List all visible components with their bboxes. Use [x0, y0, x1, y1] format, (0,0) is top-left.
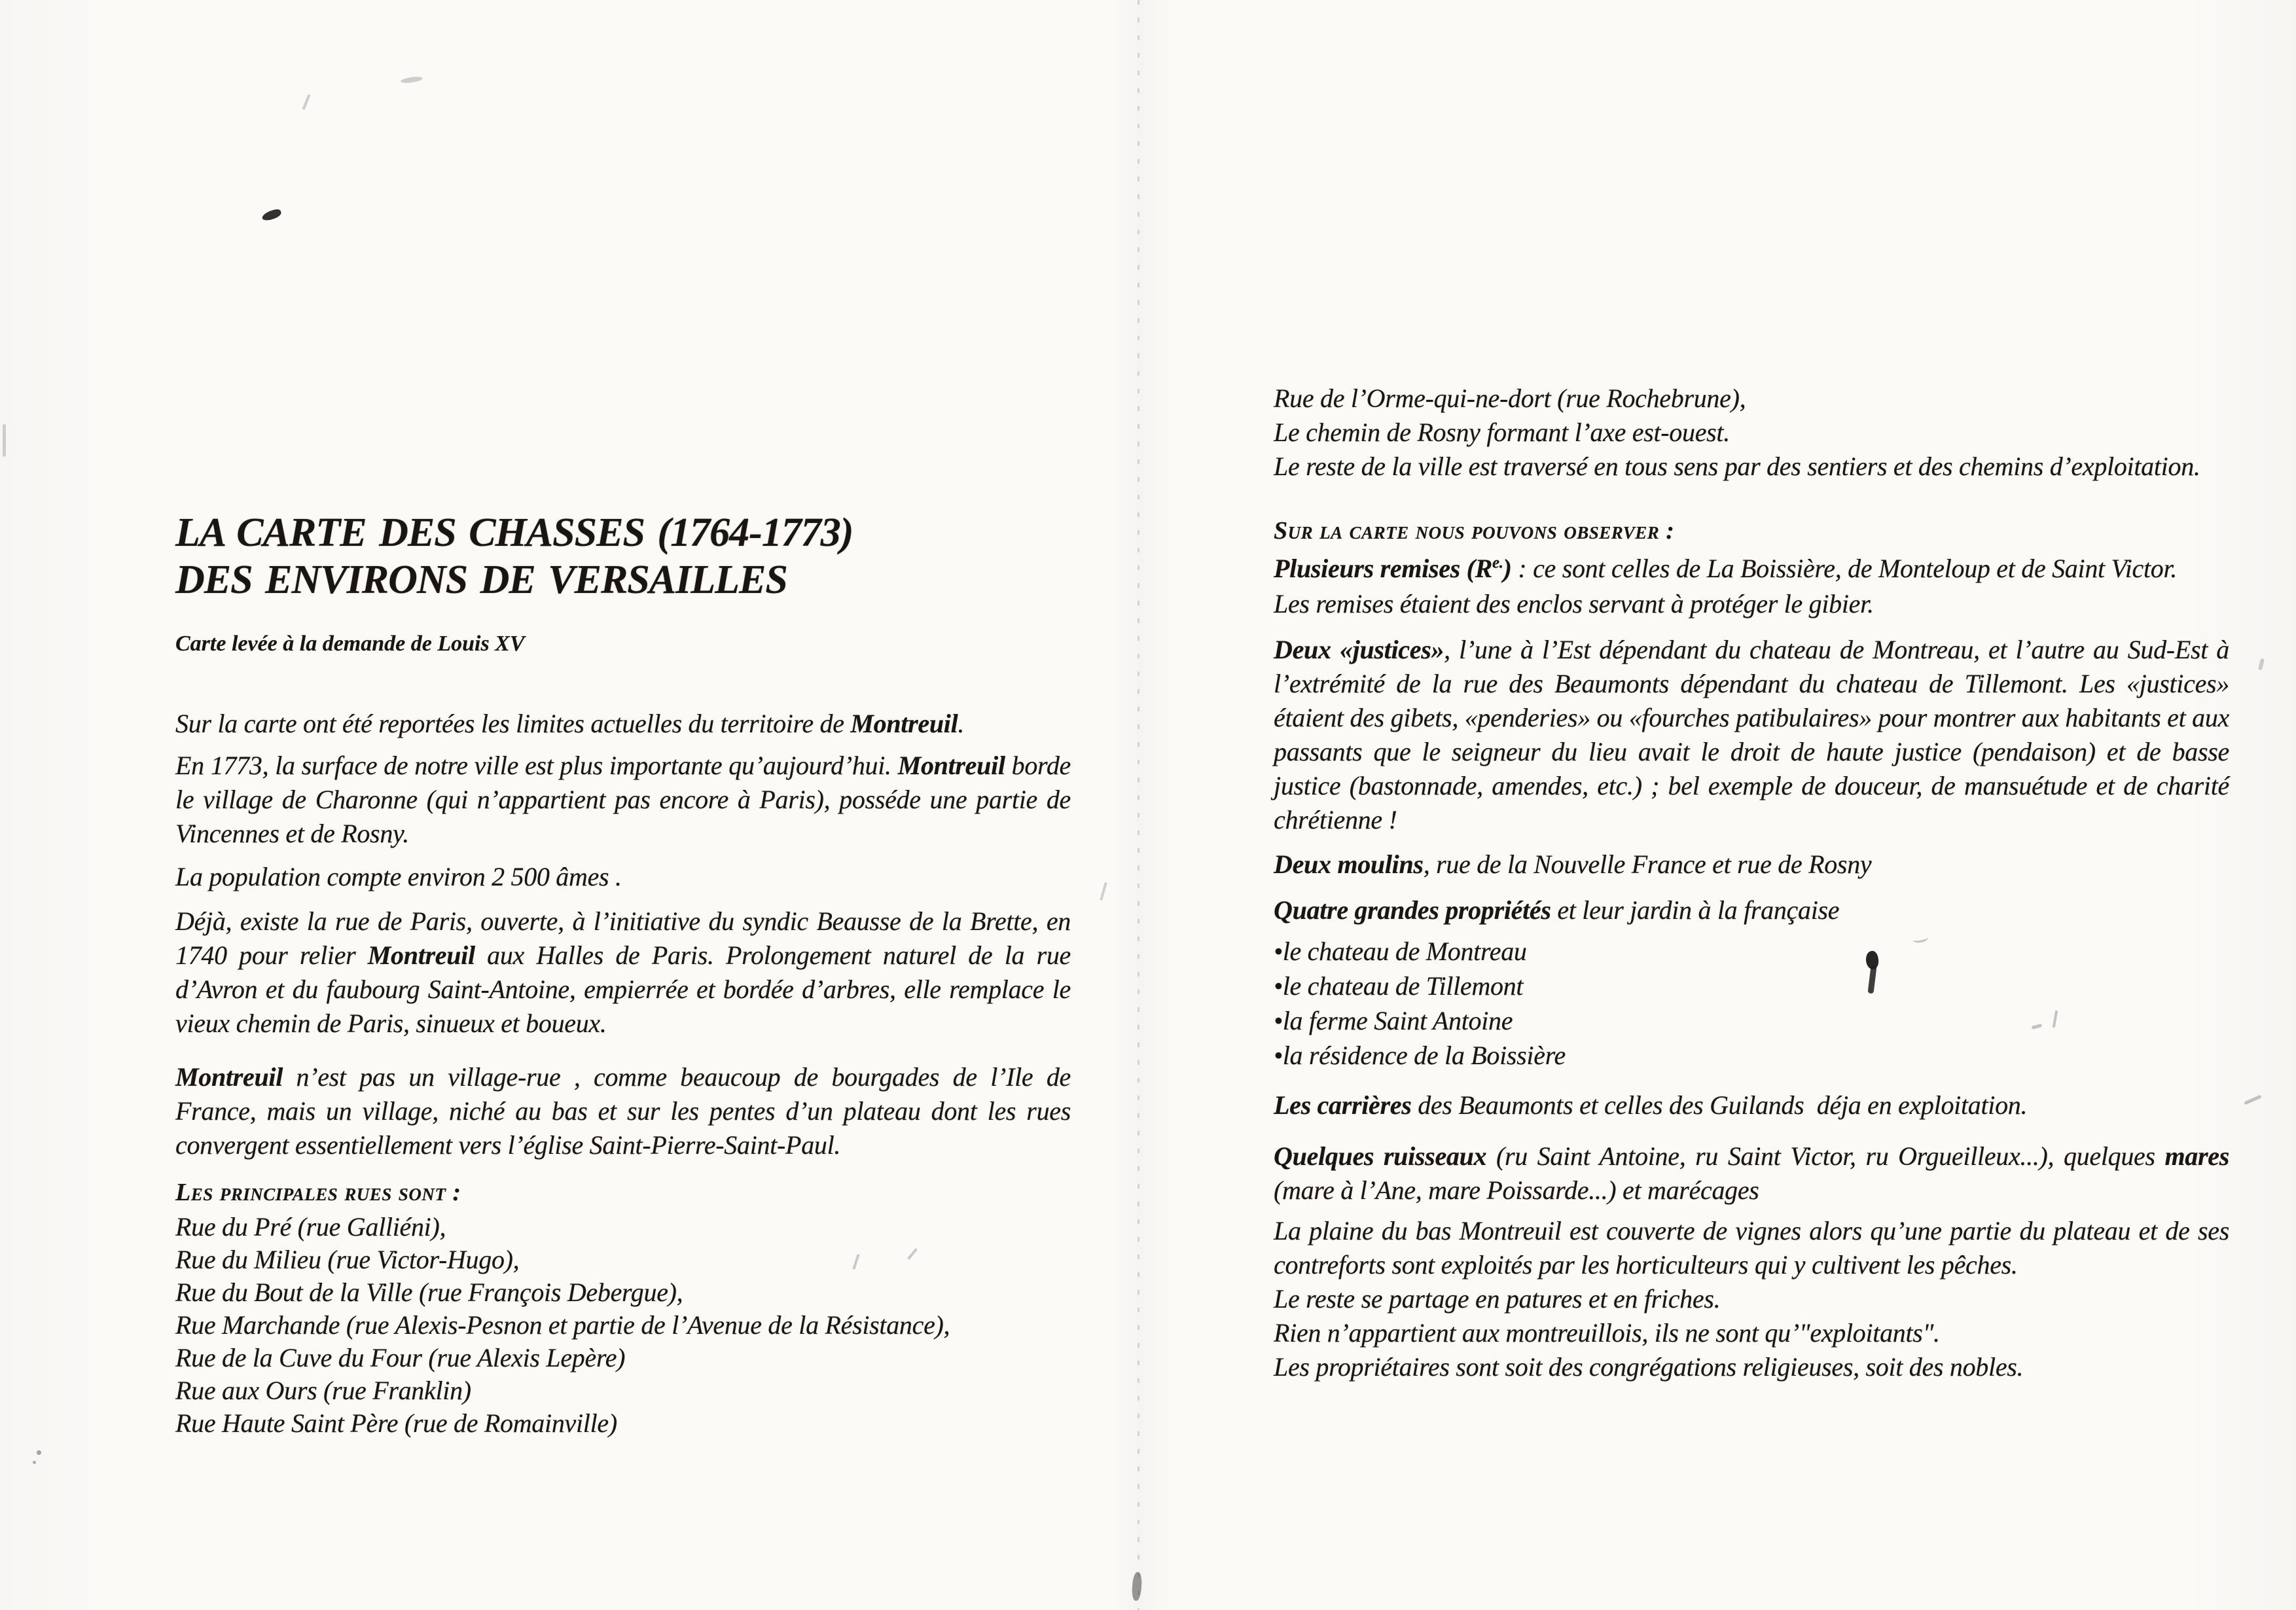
paragraph-rues-suite	[1274, 382, 2229, 484]
text-segment-bold: Deux moulins	[1274, 850, 1424, 879]
text-line: La plaine du bas Montreuil est couverte de vignes alors qu’une partie du plateau et de ses contreforts sont exploités par les horticulteurs qui y cultivent les pêches.	[1274, 1216, 2229, 1279]
text-segment: En 1773, la surface de notre ville est plus importante qu’aujourd’hui.	[175, 751, 898, 780]
text-segment-bold: Plusieurs remises (R	[1274, 554, 1493, 583]
property-item: •le chateau de Tillemont	[1274, 971, 1524, 1001]
street-item: Rue Haute Saint Père (rue de Romainville)	[175, 1408, 617, 1438]
text-segment: des Beaumonts et celles des Guilands déja en exploitation.	[1411, 1090, 2028, 1120]
text-segment: et leur jardin à la française	[1551, 895, 1840, 925]
paragraph-plaine	[1274, 1214, 2229, 1384]
street-item: Rue de la Cuve du Four (rue Alexis Lepère)	[175, 1343, 626, 1372]
text-line: Le reste se partage en patures et en friches.	[1274, 1284, 1721, 1314]
text-segment-bold: )	[1503, 554, 1512, 583]
text-line: Les propriétaires sont soit des congrégations religieuses, soit des nobles.	[1274, 1352, 2024, 1382]
scan-smudge	[261, 208, 283, 223]
paragraph-1773	[175, 749, 1071, 851]
street-item: Rue aux Ours (rue Franklin)	[175, 1376, 471, 1405]
paragraph-remises-note: Les remises étaient des enclos servant à protéger le gibier.	[1274, 589, 1874, 618]
text-segment: , l’une à l’Est dépendant du chateau de Montreau, et l’autre au Sud-Est à l’extrémité de la rue des Beaumonts dépendant du chateau de Tillemont. Les «justices» étaient des gibets, «penderies» ou «fourches patibulaires» pour montrer aux habitants et aux passants que le seigneur du lieu avait le droit de haute justice (pendaison) et de basse justice (bastonnade, amendes, etc.) ; bel exemple de douceur, de mansuétude et de charité chrétienne !	[1274, 635, 2229, 834]
page-title-line-2: DES ENVIRONS DE VERSAILLES	[175, 558, 787, 602]
scan-dot	[37, 1450, 41, 1455]
scan-dot	[33, 1461, 36, 1464]
heading-observer: Sur la carte nous pouvons observer :	[1274, 517, 1675, 545]
page-title	[175, 509, 1071, 603]
text-segment: (ru Saint Antoine, ru Saint Victor, ru Orgueilleux...), quelques	[1486, 1141, 2165, 1171]
scan-slash	[1100, 882, 1107, 901]
paragraph-village	[175, 1060, 1071, 1162]
text-line: Le reste de la ville est traversé en tous sens par des sentiers et des chemins d’exploitation.	[1274, 452, 2200, 481]
page-fold-line	[1138, 0, 1139, 1610]
page-subtitle: Carte levée à la demande de Louis XV	[175, 632, 525, 656]
fold-bottom-smudge	[1131, 1572, 1142, 1601]
text-segment: Sur la carte ont été reportées les limites actuelles du territoire de	[175, 709, 851, 738]
street-item: Le chemin de Rosny formant l’axe est-ouest.	[1274, 418, 1730, 447]
scan-tick	[2258, 658, 2265, 671]
paragraph-proprietes	[1274, 893, 2229, 927]
text-segment: (mare à l’Ane, mare Poissarde...) et marécages	[1274, 1175, 1759, 1205]
text-segment: , rue de la Nouvelle France et rue de Rosny	[1423, 850, 1872, 879]
paragraph-population: La population compte environ 2 500 âmes .	[175, 862, 622, 891]
street-list	[175, 1211, 1071, 1440]
text-segment-bold: mares	[2164, 1141, 2229, 1171]
street-item: Rue du Bout de la Ville (rue François Debergue),	[175, 1278, 683, 1307]
paragraph-ruisseaux	[1274, 1139, 2229, 1208]
property-item: •la ferme Saint Antoine	[1274, 1006, 1513, 1035]
text-segment-bold: Montreuil	[897, 751, 1005, 780]
text-segment-bold: Montreuil	[850, 709, 958, 738]
scan-left-edge-mark	[3, 424, 6, 457]
text-segment-bold: Quelques ruisseaux	[1274, 1141, 1487, 1171]
page-title-line-1: LA CARTE DES CHASSES (1764-1773)	[175, 510, 853, 555]
street-item: Rue du Milieu (rue Victor-Hugo),	[175, 1245, 520, 1274]
text-segment-bold: Quatre grandes propriétés	[1274, 895, 1551, 925]
right-page-column	[1274, 382, 2229, 1384]
text-segment: .	[958, 709, 965, 738]
paragraph-justices	[1274, 633, 2229, 837]
property-list	[1274, 934, 2229, 1073]
scan-dash	[2244, 1095, 2262, 1105]
text-segment-bold: Les carrières	[1274, 1090, 1412, 1120]
text-segment: aux Halles de Paris. Prolongement naturel de la rue d’Avron et du faubourg Saint-Antoine, empierrée et bordée d’arbres, elle remplace le vieux chemin de Paris, sinueux et boueux.	[175, 940, 1071, 1038]
street-item: Rue Marchande (rue Alexis-Pesnon et partie de l’Avenue de la Résistance),	[175, 1310, 950, 1340]
text-segment: Déjà, existe la rue de Paris, ouverte, à l’initiative du syndic Beausse de la Brette, en 1740 pour relier	[175, 906, 1071, 970]
paragraph-moulins	[1274, 848, 2229, 882]
heading-principales-rues: Les principales rues sont :	[175, 1179, 461, 1206]
paragraph-carrieres	[1274, 1088, 2229, 1122]
text-line: Rien n’appartient aux montreuillois, ils ne sont qu’"exploitants".	[1274, 1318, 1940, 1348]
left-page-column	[175, 509, 1071, 1440]
property-item: •le chateau de Montreau	[1274, 937, 1527, 966]
text-segment-bold: Montreuil	[175, 1062, 283, 1092]
scan-slash	[302, 94, 311, 110]
text-segment-bold: Deux «justices»	[1274, 635, 1444, 664]
paragraph-remises	[1274, 552, 2229, 586]
street-item: Rue du Pré (rue Galliéni),	[175, 1212, 446, 1242]
scan-squiggle	[401, 76, 423, 84]
property-item: •la résidence de la Boissière	[1274, 1041, 1566, 1070]
text-segment: borde le village de Charonne (qui n’appartient pas encore à Paris), posséde une partie de Vincennes et de Rosny.	[175, 751, 1071, 848]
street-item: Rue de l’Orme-qui-ne-dort (rue Rochebrune),	[1274, 384, 1746, 413]
paragraph-rue-de-paris	[175, 904, 1071, 1041]
text-segment-bold: Montreuil	[367, 940, 475, 970]
superscript-e: e.	[1492, 554, 1503, 572]
text-segment: n’est pas un village-rue , comme beaucoup de bourgades de l’Ile de France, mais un village, niché au bas et sur les pentes d’un plateau dont les rues convergent essentiellement vers l’église Saint-Pierre-Saint-Paul.	[175, 1062, 1071, 1160]
text-segment: : ce sont celles de La Boissière, de Monteloup et de Saint Victor.	[1511, 554, 2178, 583]
paragraph-territoire	[175, 707, 1071, 741]
